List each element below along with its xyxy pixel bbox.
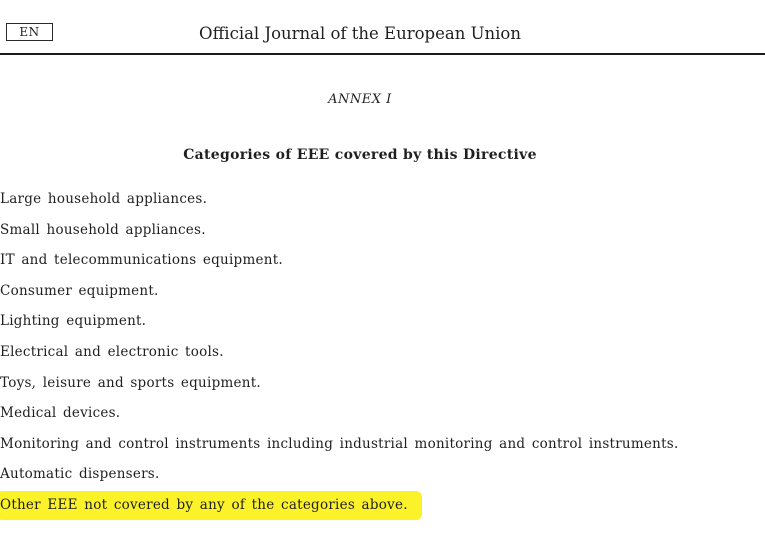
category-text: Large household appliances. (0, 191, 208, 207)
category-item-highlighted (0, 495, 691, 526)
category-list (0, 189, 691, 526)
category-text: Toys, leisure and sports equipment. (0, 374, 261, 391)
category-item (0, 342, 691, 373)
language-code-box: EN (6, 23, 53, 41)
category-item (0, 220, 691, 251)
category-item (0, 189, 691, 220)
category-text: Automatic dispensers. (0, 466, 160, 483)
header-rule (0, 53, 765, 55)
category-item (0, 311, 691, 342)
category-text: Small household appliances. (0, 221, 206, 238)
category-text: Lighting equipment. (0, 313, 147, 330)
category-item (0, 403, 691, 434)
category-item (0, 250, 691, 281)
journal-title: Official Journal of the European Union (199, 24, 521, 43)
annex-heading: Categories of EEE covered by this Directive (183, 147, 537, 163)
category-text: Electrical and electronic tools. (0, 343, 224, 360)
category-text: Monitoring and control instruments including industrial monitoring and control instruments. (0, 435, 679, 452)
highlighted-category-text: Other EEE not covered by any of the categories above. (0, 491, 422, 520)
annex-label: ANNEX I (328, 92, 392, 107)
category-item (0, 281, 691, 312)
category-text: IT and telecommunications equipment. (0, 252, 283, 269)
category-item (0, 434, 691, 465)
category-item (0, 373, 691, 404)
category-text: Consumer equipment. (0, 282, 159, 299)
category-text: Medical devices. (0, 405, 121, 422)
